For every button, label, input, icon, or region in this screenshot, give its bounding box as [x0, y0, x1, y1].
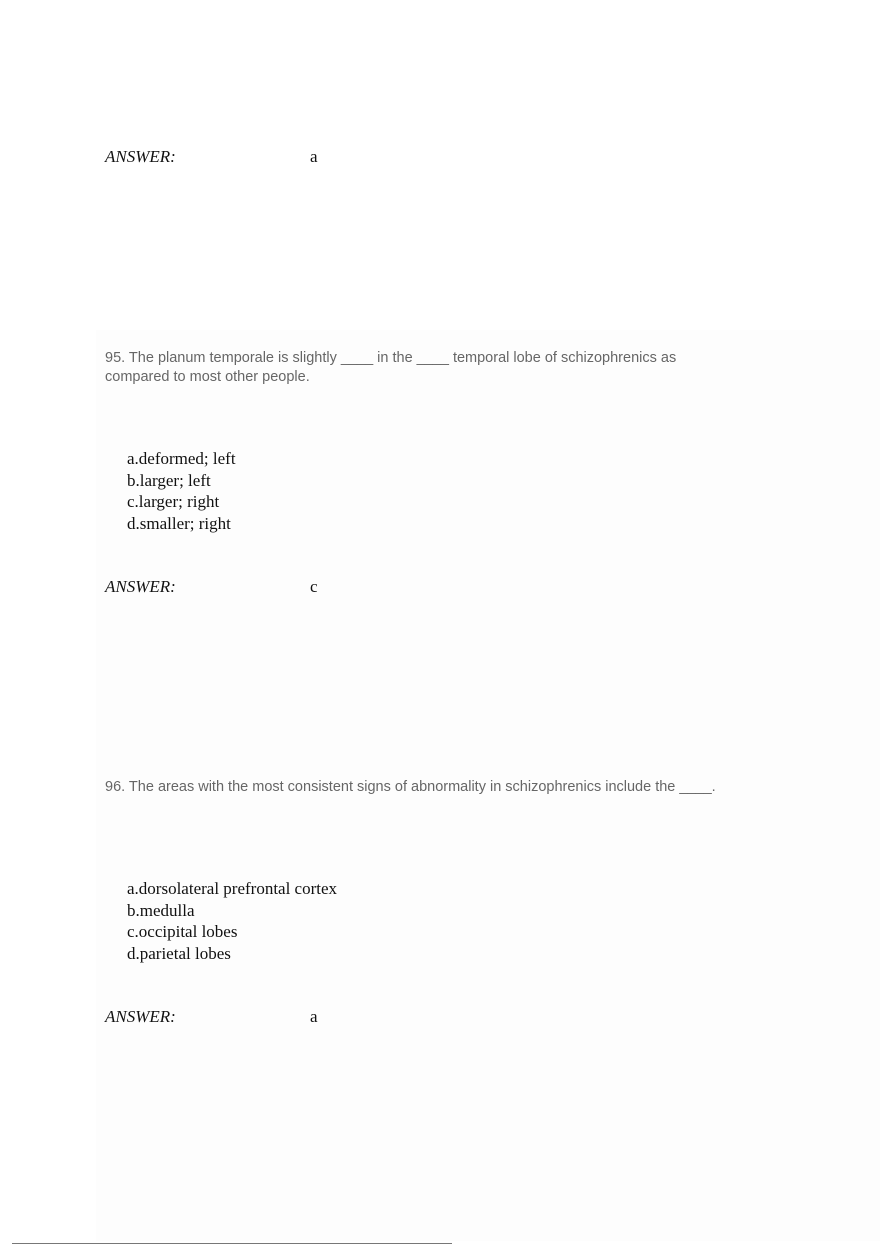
option-c: c.occipital lobes — [127, 922, 238, 942]
answer-value: a — [310, 1007, 318, 1026]
footer-rule — [12, 1243, 452, 1244]
option-b: b.medulla — [127, 900, 195, 920]
options-96 — [127, 878, 337, 965]
question-96: 96. The areas with the most consistent signs of abnormality in schizophrenics include the ____. — [105, 779, 716, 795]
answer-label: ANSWER: — [105, 1007, 176, 1026]
option-a: a.deformed; left — [127, 449, 236, 468]
option-d: d.parietal lobes — [127, 944, 231, 964]
options-95 — [127, 448, 236, 535]
option-c: c.larger; right — [127, 492, 220, 512]
option-a: a.dorsolateral prefrontal cortex — [127, 879, 338, 898]
option-d: d.smaller; right — [127, 514, 231, 534]
option-b: b.larger; left — [127, 470, 211, 490]
answer-label: ANSWER: — [105, 577, 176, 596]
answer-value: a — [310, 147, 318, 166]
answer-label: ANSWER: — [105, 147, 176, 166]
answer-value: c — [310, 577, 318, 596]
question-95: 95. The planum temporale is slightly ____ in the ____ temporal lobe of schizophrenics as compared to most other people. — [105, 350, 677, 385]
